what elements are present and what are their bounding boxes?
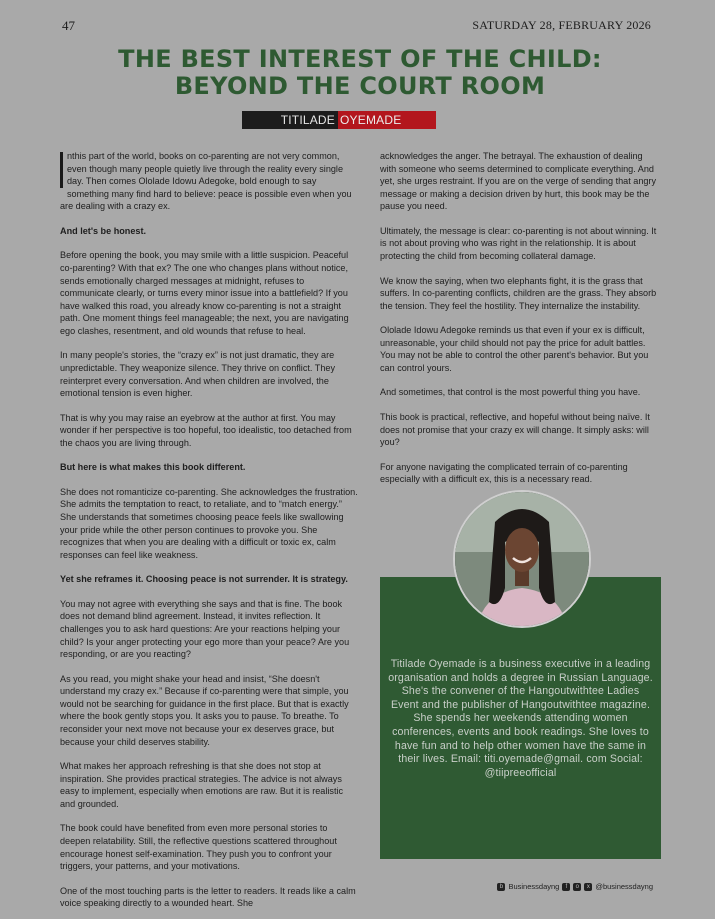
paragraph: The book could have benefited from even more personal stories to deepen relatability. Still, the reflective questions scattered throughout encourage honest self-examination. They push you to confront your triggers, your patterns, and your motivations. [60, 823, 337, 872]
instagram-icon[interactable]: o [573, 883, 581, 891]
footer-handle-social[interactable]: @businessdayng [595, 882, 653, 891]
paragraph: But here is what makes this book different. [60, 462, 246, 473]
page-number: 47 [62, 18, 75, 33]
paragraph: For anyone navigating the complicated terrain of co-parenting especially with a difficult ex, this is a necessary read. [380, 461, 628, 485]
article-column-right [380, 150, 658, 498]
author-byline [242, 111, 436, 129]
article-title-line2: BEYOND THE COURT ROOM [174, 72, 546, 100]
issue-date: SATURDAY 28, FEBRUARY 2026 [472, 18, 651, 32]
paragraph: And let's be honest. [60, 225, 147, 236]
businessday-logo-icon: b [497, 883, 505, 891]
author-portrait-illustration [455, 492, 589, 626]
footer-handle-site[interactable]: Businessdayng [508, 882, 560, 891]
article-title-line1: THE BEST INTEREST OF THE CHILD: [118, 45, 602, 73]
paragraph: Before opening the book, you may smile with a little suspicion. Peaceful co-parenting? With that ex? The one who changes plans without notice, sends emotionally charged messages at midnight, refuses to communicate clearly, or turns every minor issue into a battlefield? If you have walked this road, you already know co-parenting is not a straight path. One moment things feel manageable; the next, you are navigating ego clashes, resentment, and old wounds that refuse to heal. [60, 250, 349, 336]
dropcap-i [60, 152, 63, 188]
paragraph: And sometimes, that control is the most powerful thing you have. [380, 387, 641, 398]
author-photo [453, 490, 591, 628]
paragraph: What makes her approach refreshing is that she does not stop at inspiration. She provides practical strategies. The advice is not always easy to implement, especially when emotions are raw. But it is realistic and grounded. [60, 761, 344, 809]
facebook-icon[interactable]: f [562, 883, 570, 891]
author-bio: Titilade Oyemade is a business executive in a leading organisation and holds a degree in Russian Language. She's the convener of the Hangoutwithtee Ladies Event and the publisher of Hangoutwithtee magazine. She spends her weekends attending women conferences, events and book readings. She loves to have fun and to help other women have the same in their lives. Email: titi.oyemade@gmail. com Social: @tiipreeofficial [388, 658, 653, 779]
article-title [60, 46, 660, 100]
footer-social [497, 882, 653, 891]
paragraph: nthis part of the world, books on co-parenting are not very common, even though many people quietly live through the reality every single day. Then comes Ololade Idowu Adegoke, bold enough to say something many find hard to believe: peace is possible even when you are dealing with a crazy ex. [60, 151, 352, 212]
author-first-name: TITILADE [280, 113, 335, 127]
paragraph: Ultimately, the message is clear: co-parenting is not about winning. It is not about proving who was right in the relationship. It is about protecting the child from becoming collateral damage. [380, 225, 657, 262]
paragraph: You may not agree with everything she says and that is fine. The book does not demand blind agreement. Instead, it invites reflection. It challenges you to ask hard questions: Are your reactions helping your child? Is your anger protecting your ego more than your peace? Are you responding, or are you reacting? [60, 598, 350, 660]
author-last-name: OYEMADE [340, 113, 402, 127]
x-twitter-icon[interactable]: x [584, 883, 592, 891]
author-last-name-block [338, 111, 436, 129]
paragraph: Yet she reframes it. Choosing peace is not surrender. It is strategy. [60, 574, 348, 585]
paragraph: This book is practical, reflective, and hopeful without being naïve. It does not promise that your crazy ex will change. It simply asks: will you? [380, 411, 650, 448]
paragraph: That is why you may raise an eyebrow at the author at first. You may wonder if her perspective is too hopeful, too idealistic, too detached from the chaos you are living through. [60, 412, 352, 448]
paragraph: We know the saying, when two elephants fight, it is the grass that suffers. In co-parenting conflicts, children are the grass. They absorb the tension. They feel the hostility. They internalize the instability. [380, 275, 657, 311]
article-column-left [60, 150, 360, 919]
paragraph: One of the most touching parts is the letter to readers. It reads like a calm voice speaking directly to a wounded heart. She [60, 885, 356, 909]
paragraph: Ololade Idowu Adegoke reminds us that even if your ex is difficult, unreasonable, your child should not pay the price for adult battles. You may not be able to control the other parent's behavior. But you can control yours. [380, 325, 649, 373]
paragraph: acknowledges the anger. The betrayal. The exhaustion of dealing with someone who seems determined to complicate everything. And yet, she urges restraint. If you are on the verge of sending that angry message or making a decision driven by hurt, this book may be the pause you need. [380, 151, 657, 212]
paragraph: As you read, you might shake your head and insist, “She doesn't understand my crazy ex.” Because if co-parenting were that simple, you would not be searching for guidance in the first place. But that is exactly where the book gently stops you. It asks you to pause. To breathe. To reconsider your next move not because your ex deserves grace, but because your child deserves stability. [60, 673, 349, 747]
paragraph: She does not romanticize co-parenting. She acknowledges the frustration. She admits the temptation to react, to retaliate, and to “match energy.” She understands that sometimes choosing peace feels like swallowing your pride while the other person continues to provoke you. She recognizes that when you are dealing with a difficult or toxic ex, calm responses can feel like weakness. [60, 486, 358, 560]
paragraph: In many people's stories, the “crazy ex” is not just dramatic, they are unpredictable. They weaponize silence. They thrive on conflict. They reinterpret every conversation. And when children are involved, the emotional tension is even higher. [60, 350, 335, 399]
